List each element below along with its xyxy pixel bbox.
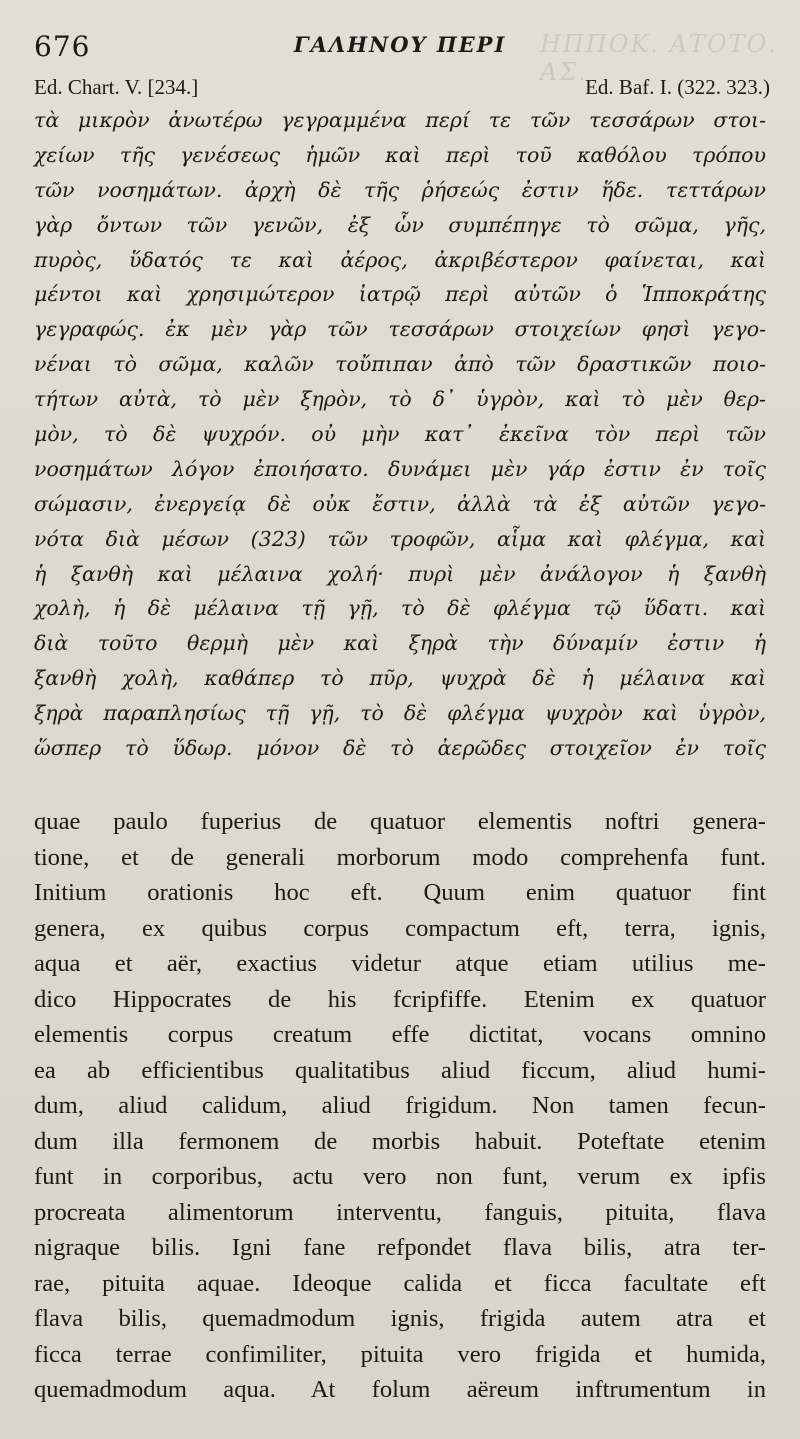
latin-text-line: dum, aliud calidum, aliud frigidum. Non tamen fecun- [34, 1092, 766, 1119]
greek-text-line: νέναι τὸ σῶμα, καλῶν τοὔπιπαν ἀπὸ τῶν δραστικῶν ποιο- [34, 352, 766, 377]
latin-text-line: elementis corpus creatum effe dictitat, vocans omnino [34, 1021, 766, 1048]
latin-text-line: genera, ex quibus corpus compactum eft, terra, ignis, [34, 914, 766, 942]
page-header [34, 28, 766, 62]
greek-text-line: γεγραφώς. ἐκ μὲν γὰρ τῶν τεσσάρων στοιχείων φησὶ γεγο- [34, 317, 766, 342]
greek-text-line: ξηρὰ παραπλησίως τῇ γῇ, τὸ δὲ φλέγμα ψυχρὸν καὶ ὑγρὸν, [34, 701, 766, 726]
running-title: ΓΑΛΗΝΟΥ ΠΕΡΙ [293, 32, 507, 57]
latin-text-line: Initium orationis hoc eft. Quum enim quatuor fint [34, 879, 766, 906]
latin-text-line: rae, pituita aquae. Ideoque calida et ficca facultate eft [34, 1269, 766, 1297]
edition-chartier-reference: Ed. Chart. V. [234.] [34, 75, 199, 99]
latin-text-line: dico Hippocrates de his fcripfiffe. Etenim ex quatuor [34, 985, 766, 1013]
greek-text-line: σώμασιν, ἐνεργείᾳ δὲ οὐκ ἔστιν, ἀλλὰ τὰ ἐξ αὐτῶν γεγο- [34, 491, 766, 516]
latin-text-line: dum illa fermonem de morbis habuit. Poteftate etenim [34, 1127, 766, 1155]
greek-text-line: ὥσπερ τὸ ὕδωρ. μόνον δὲ τὸ ἀερῶδες στοιχεῖον ἐν τοῖς [34, 736, 766, 761]
greek-text-line: νότα διὰ μέσων (323) τῶν τροφῶν, αἷμα καὶ φλέγμα, καὶ [34, 526, 766, 551]
latin-text-line: ficca terrae confimiliter, pituita vero frigida et humida, [34, 1340, 766, 1368]
greek-text-line: ἡ ξανθὴ καὶ μέλαινα χολή· πυρὶ μὲν ἀνάλογον ἡ ξανθὴ [34, 561, 766, 586]
greek-text-line: διὰ τοῦτο θερμὴ μὲν καὶ ξηρὰ τὴν δύναμίν ἐστιν ἡ [34, 631, 766, 656]
latin-text-block [34, 804, 766, 1408]
latin-text-line: flava bilis, quemadmodum ignis, frigida autem atra et [34, 1305, 766, 1332]
greek-text-line: μὸν, τὸ δὲ ψυχρόν. οὐ μὴν κατ᾽ ἐκεῖνα τὸν περὶ τῶν [34, 422, 766, 447]
bleed-through-text: ΗΠΠΟΚ. ΑΤΟΤΟ. ΑΣ. [540, 30, 778, 86]
greek-text-block [34, 103, 766, 766]
latin-text-line: tione, et de generali morborum modo comprehenfa funt. [34, 843, 766, 871]
latin-text-line: quemadmodum aqua. At folum aëreum inftrumentum in [34, 1376, 766, 1403]
greek-text-line: νοσημάτων λόγον ἐποιήσατο. δυνάμει μὲν γάρ ἐστιν ἐν τοῖς [34, 456, 766, 481]
edition-basel-reference: Ed. Baf. I. (322. 323.) [585, 75, 770, 99]
greek-text-line: μέντοι καὶ χρησιμώτερον ἰατρῷ περὶ αὐτῶν ὁ Ἱπποκράτης [34, 282, 766, 307]
latin-text-line: aqua et aër, exactius videtur atque etiam utilius me- [34, 950, 766, 977]
greek-text-line: χολὴ, ἡ δὲ μέλαινα τῇ γῇ, τὸ δὲ φλέγμα τῷ ὕδατι. καὶ [34, 596, 766, 621]
page-number: 676 [34, 30, 91, 63]
latin-text-line: ea ab efficientibus qualitatibus aliud ficcum, aliud humi- [34, 1056, 766, 1084]
latin-text-line: nigraque bilis. Igni fane refpondet flava bilis, atra ter- [34, 1234, 766, 1261]
greek-text-line: πυρὸς, ὕδατός τε καὶ ἀέρος, ἀκριβέστερον φαίνεται, καὶ [34, 247, 766, 272]
latin-text-line: procreata alimentorum interventu, fanguis, pituita, flava [34, 1198, 766, 1226]
greek-text-line: τῶν νοσημάτων. ἀρχὴ δὲ τῆς ῥήσεώς ἐστιν ἥδε. τεττάρων [34, 177, 766, 202]
greek-text-line: γὰρ ὄντων τῶν γενῶν, ἐξ ὧν συμπέπηγε τὸ σῶμα, γῆς, [34, 212, 766, 237]
greek-text-line: ξανθὴ χολὴ, καθάπερ τὸ πῦρ, ψυχρὰ δὲ ἡ μέλαινα καὶ [34, 666, 766, 691]
greek-text-line: χείων τῆς γενέσεως ἡμῶν καὶ περὶ τοῦ καθόλου τρόπου [34, 142, 766, 167]
latin-text-line: funt in corporibus, actu vero non funt, verum ex ipfis [34, 1163, 766, 1190]
greek-text-line: τὰ μικρὸν ἀνωτέρω γεγραμμένα περί τε τῶν τεσσάρων στοι- [34, 108, 766, 132]
edition-reference-line [34, 75, 770, 101]
greek-text-line: τήτων αὐτὰ, τὸ μὲν ξηρὸν, τὸ δ᾽ ὑγρὸν, καὶ τὸ μὲν θερ- [34, 387, 766, 412]
latin-text-line: quae paulo fuperius de quatuor elementis noftri genera- [34, 808, 766, 835]
